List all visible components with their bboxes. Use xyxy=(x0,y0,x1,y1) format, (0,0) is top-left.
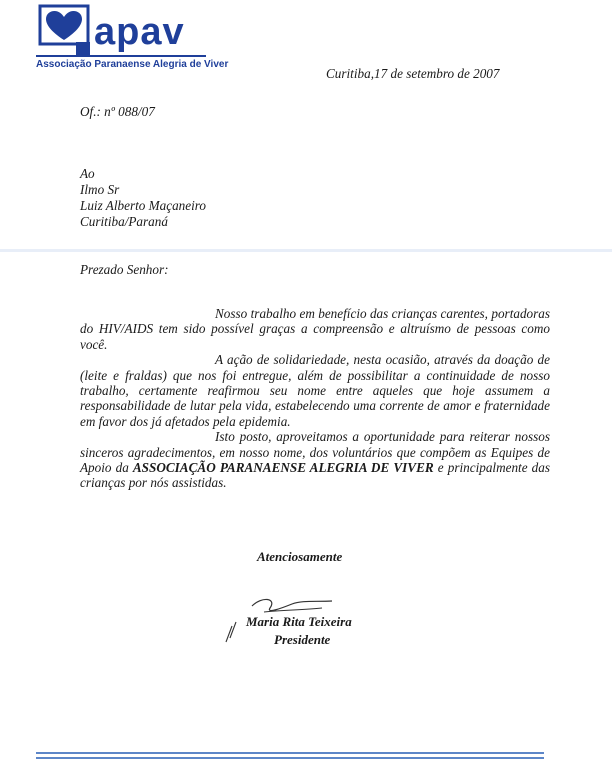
apav-logo xyxy=(36,4,236,74)
paragraph-1: Nosso trabalho em benefício das crianças carentes, portadoras do HIV/AIDS tem sido possível graças a compreensão e altruísmo de pessoas como você. xyxy=(80,306,550,352)
signer-title: Presidente xyxy=(274,632,331,647)
paragraph-3-end: e principalmente das crianças por nós assistidas. xyxy=(80,460,550,491)
recipient-address xyxy=(80,166,206,230)
address-line: Ilmo Sr xyxy=(80,182,120,197)
heart-icon xyxy=(36,4,92,56)
letter-date: Curitiba,17 de setembro de 2007 xyxy=(326,66,500,81)
greeting: Prezado Senhor: xyxy=(80,262,169,277)
organization-name: ASSOCIAÇÃO PARANAENSE ALEGRIA DE VIVER xyxy=(132,460,434,476)
letter-body xyxy=(80,306,550,491)
logo-subtitle: Associação Paranaense Alegria de Viver xyxy=(36,59,229,70)
closing: Atenciosamente xyxy=(257,549,343,564)
paragraph-3-text: Isto posto, aproveitamos a oportunidade para reiterar nossos sinceros agradecimentos, em nosso nome, dos voluntários que compõem as Equipes de Apoio da xyxy=(80,429,550,476)
address-line: Ao xyxy=(80,166,95,181)
address-line: Luiz Alberto Maçaneiro xyxy=(80,198,207,213)
paragraph-2: A ação de solidariedade, nesta ocasião, através da doação de (leite e fraldas) que nos foi entregue, além de possibilitar a continuidade de nosso trabalho, certamente reafirmou seu nome entre aqueles que hoje assumem a responsabilidade de lutar pela vida, estabelecendo uma corrente de amor e fraternidade em favor dos já afetados pela epidemia. xyxy=(80,352,550,429)
signer-name: Maria Rita Teixeira xyxy=(246,614,352,629)
logo-rule xyxy=(36,55,206,57)
address-line: Curitiba/Paraná xyxy=(80,214,168,229)
footer-rule xyxy=(36,752,544,754)
scan-artifact xyxy=(0,249,612,252)
logo-wordmark: apav xyxy=(94,11,185,53)
footer-rule xyxy=(36,757,544,759)
paragraph-3 xyxy=(80,429,550,491)
letter-reference: Of.: nº 088/07 xyxy=(80,104,155,119)
